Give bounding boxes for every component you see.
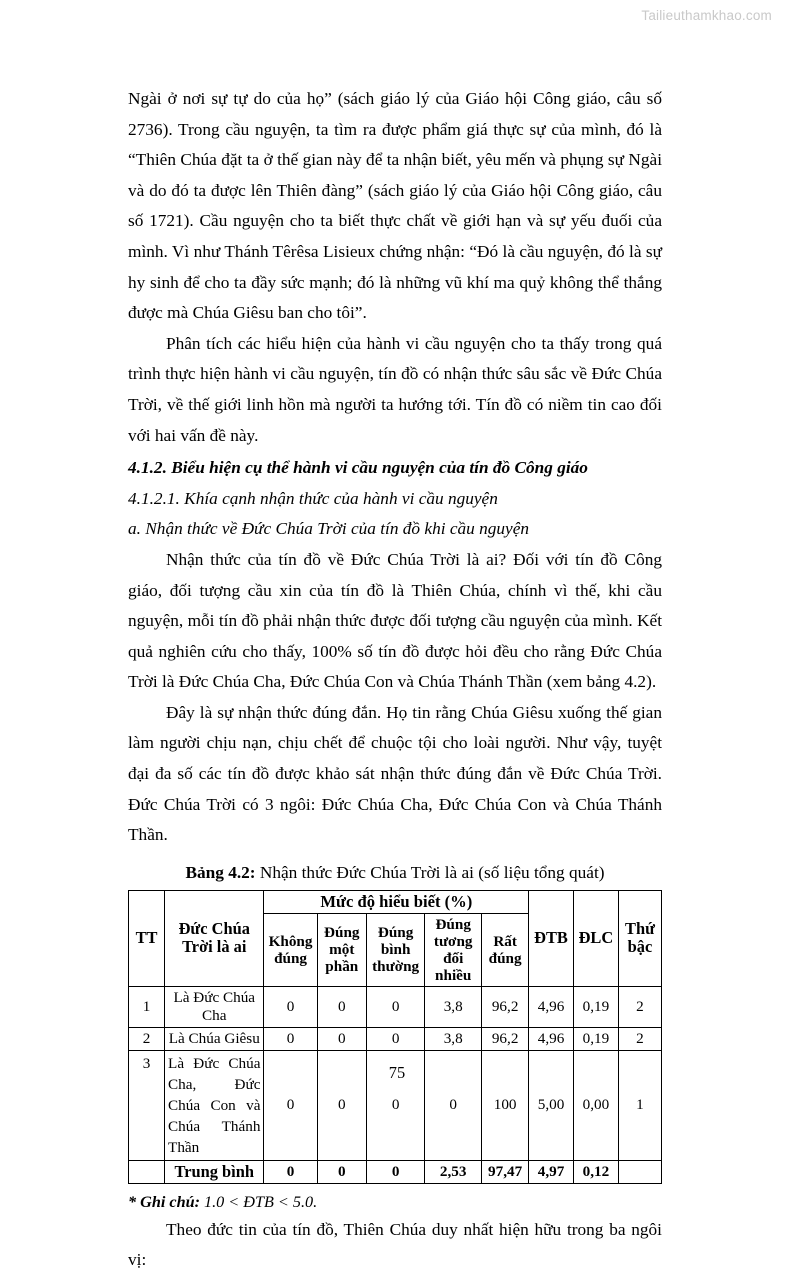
cell-level-3: 0 [366, 1160, 424, 1183]
header-level-2: Đúng một phần [317, 913, 366, 986]
cell-name: Là Chúa Giêsu [165, 1027, 264, 1050]
watermark-text: Tailieuthamkhao.com [641, 8, 772, 23]
cell-level-2: 0 [317, 1050, 366, 1160]
cell-level-1: 0 [264, 986, 317, 1027]
cell-tt: 3 [129, 1050, 165, 1160]
header-rank: Thứ bậc [618, 890, 661, 986]
cell-level-4: 3,8 [425, 1027, 482, 1050]
paragraph-1: Ngài ở nơi sự tự do của họ” (sách giáo lý của Giáo hội Công giáo, câu số 2736). Trong cầu nguyện, ta tìm ra được phẩm giá thực sự của mình, đó là “Thiên Chúa đặt ta ở thế gian này để ta nhận biết, yêu mến và phụng sự Ngài và do đó ta được lên Thiên đàng” (sách giáo lý của Giáo hội Công giáo, câu số 1721). Cầu nguyện cho ta biết thực chất về giới hạn và sự yếu đuối của mình. Vì như Thánh Têrêsa Lisieux chứng nhận: “Đó là cầu nguyện, đó là sự hy sinh để cho ta đầy sức mạnh; đó là những vũ khí ma quỷ không thể thắng được mà Chúa Giêsu ban cho tôi”. [128, 89, 662, 323]
paragraph-4: Đây là sự nhận thức đúng đắn. Họ tin rằng Chúa Giêsu xuống thế gian làm người chịu nạn, chịu chết để chuộc tội cho loài người. Như vậy, tuyệt đại đa số các tín đồ được khảo sát nhận thức đúng đắn về Đức Chúa Trời. Đức Chúa Trời có 3 ngôi: Đức Chúa Cha, Đức Chúa Con và Chúa Thánh Thần. [128, 702, 662, 845]
table-row [129, 1027, 662, 1050]
header-level-4: Đúng tương đối nhiều [425, 913, 482, 986]
cell-dtb: 4,97 [529, 1160, 574, 1183]
header-dtb: ĐTB [529, 890, 574, 986]
header-level-5: Rất đúng [482, 913, 529, 986]
cell-dtb: 5,00 [529, 1050, 574, 1160]
paragraph-5: Theo đức tin của tín đồ, Thiên Chúa duy nhất hiện hữu trong ba ngôi vị: [128, 1219, 662, 1270]
heading-4-1-2-1: 4.1.2.1. Khía cạnh nhận thức của hành vi cầu nguyện [128, 488, 498, 508]
table-row [129, 986, 662, 1027]
cell-level-5: 97,47 [482, 1160, 529, 1183]
cell-level-5: 96,2 [482, 1027, 529, 1050]
cell-level-5: 96,2 [482, 986, 529, 1027]
cell-rank [618, 1160, 661, 1183]
table-header-row-top [129, 890, 662, 913]
cell-level-1: 0 [264, 1027, 317, 1050]
awareness-table [128, 890, 662, 1184]
cell-total-label: Trung bình [165, 1160, 264, 1183]
header-group-level: Mức độ hiểu biết (%) [264, 890, 529, 913]
cell-dlc: 0,12 [573, 1160, 618, 1183]
cell-tt: 2 [129, 1027, 165, 1050]
table-caption-text: Nhận thức Đức Chúa Trời là ai (số liệu tổng quát) [255, 862, 605, 882]
header-level-1: Không đúng [264, 913, 317, 986]
cell-level-4: 0 [425, 1050, 482, 1160]
table-caption [128, 859, 662, 886]
cell-level-3: 0 [366, 1050, 424, 1160]
cell-tt: 1 [129, 986, 165, 1027]
cell-dtb: 4,96 [529, 986, 574, 1027]
cell-rank: 2 [618, 1027, 661, 1050]
table-note [128, 1189, 662, 1215]
cell-rank: 1 [618, 1050, 661, 1160]
cell-level-1: 0 [264, 1160, 317, 1183]
table-total-row [129, 1160, 662, 1183]
cell-dlc: 0,19 [573, 986, 618, 1027]
cell-level-2: 0 [317, 1027, 366, 1050]
cell-level-4: 2,53 [425, 1160, 482, 1183]
page-content [128, 84, 662, 1276]
cell-level-1: 0 [264, 1050, 317, 1160]
header-tt: TT [129, 890, 165, 986]
cell-name: Là Đức Chúa Cha, Đức Chúa Con và Chúa Thánh Thần [165, 1050, 264, 1160]
cell-dtb: 4,96 [529, 1027, 574, 1050]
heading-a: a. Nhận thức về Đức Chúa Trời của tín đồ khi cầu nguyện [128, 519, 530, 539]
cell-dlc: 0,19 [573, 1027, 618, 1050]
header-dlc: ĐLC [573, 890, 618, 986]
heading-4-1-2: 4.1.2. Biểu hiện cụ thể hành vi cầu nguyện của tín đồ Công giáo [128, 458, 588, 478]
cell-level-3: 0 [366, 1027, 424, 1050]
cell-level-4: 3,8 [425, 986, 482, 1027]
paragraph-3: Nhận thức của tín đồ về Đức Chúa Trời là ai? Đối với tín đồ Công giáo, đối tượng cầu xin của tín đồ là Thiên Chúa, chính vì thế, khi cầu nguyện, mỗi tín đồ phải nhận thức được đối tượng cầu nguyện của mình. Kết quả nghiên cứu cho thấy, 100% số tín đồ được hỏi đều cho rằng Đức Chúa Trời là Đức Chúa Cha, Đức Chúa Con và Chúa Thánh Thần (xem bảng 4.2). [128, 549, 662, 692]
table-note-label: * Ghi chú: [128, 1192, 200, 1211]
table-caption-label: Bảng 4.2: [185, 862, 256, 882]
table-note-value: 1.0 < ĐTB < 5.0. [199, 1192, 318, 1211]
cell-dlc: 0,00 [573, 1050, 618, 1160]
cell-level-3: 0 [366, 986, 424, 1027]
header-name: Đức Chúa Trời là ai [165, 890, 264, 986]
page-number: 75 [388, 1063, 406, 1082]
cell-rank: 2 [618, 986, 661, 1027]
header-level-3: Đúng bình thường [366, 913, 424, 986]
cell-level-2: 0 [317, 1160, 366, 1183]
paragraph-2: Phân tích các hiểu hiện của hành vi cầu nguyện cho ta thấy trong quá trình thực hiện hành vi cầu nguyện, tín đồ có nhận thức sâu sắc về Đức Chúa Trời, về thế giới linh hồn mà người ta hướng tới. Tín đồ có niềm tin cao đối với hai vấn đề này. [128, 333, 662, 445]
cell-name: Là Đức Chúa Cha [165, 986, 264, 1027]
cell-tt [129, 1160, 165, 1183]
cell-level-2: 0 [317, 986, 366, 1027]
cell-level-5: 100 [482, 1050, 529, 1160]
